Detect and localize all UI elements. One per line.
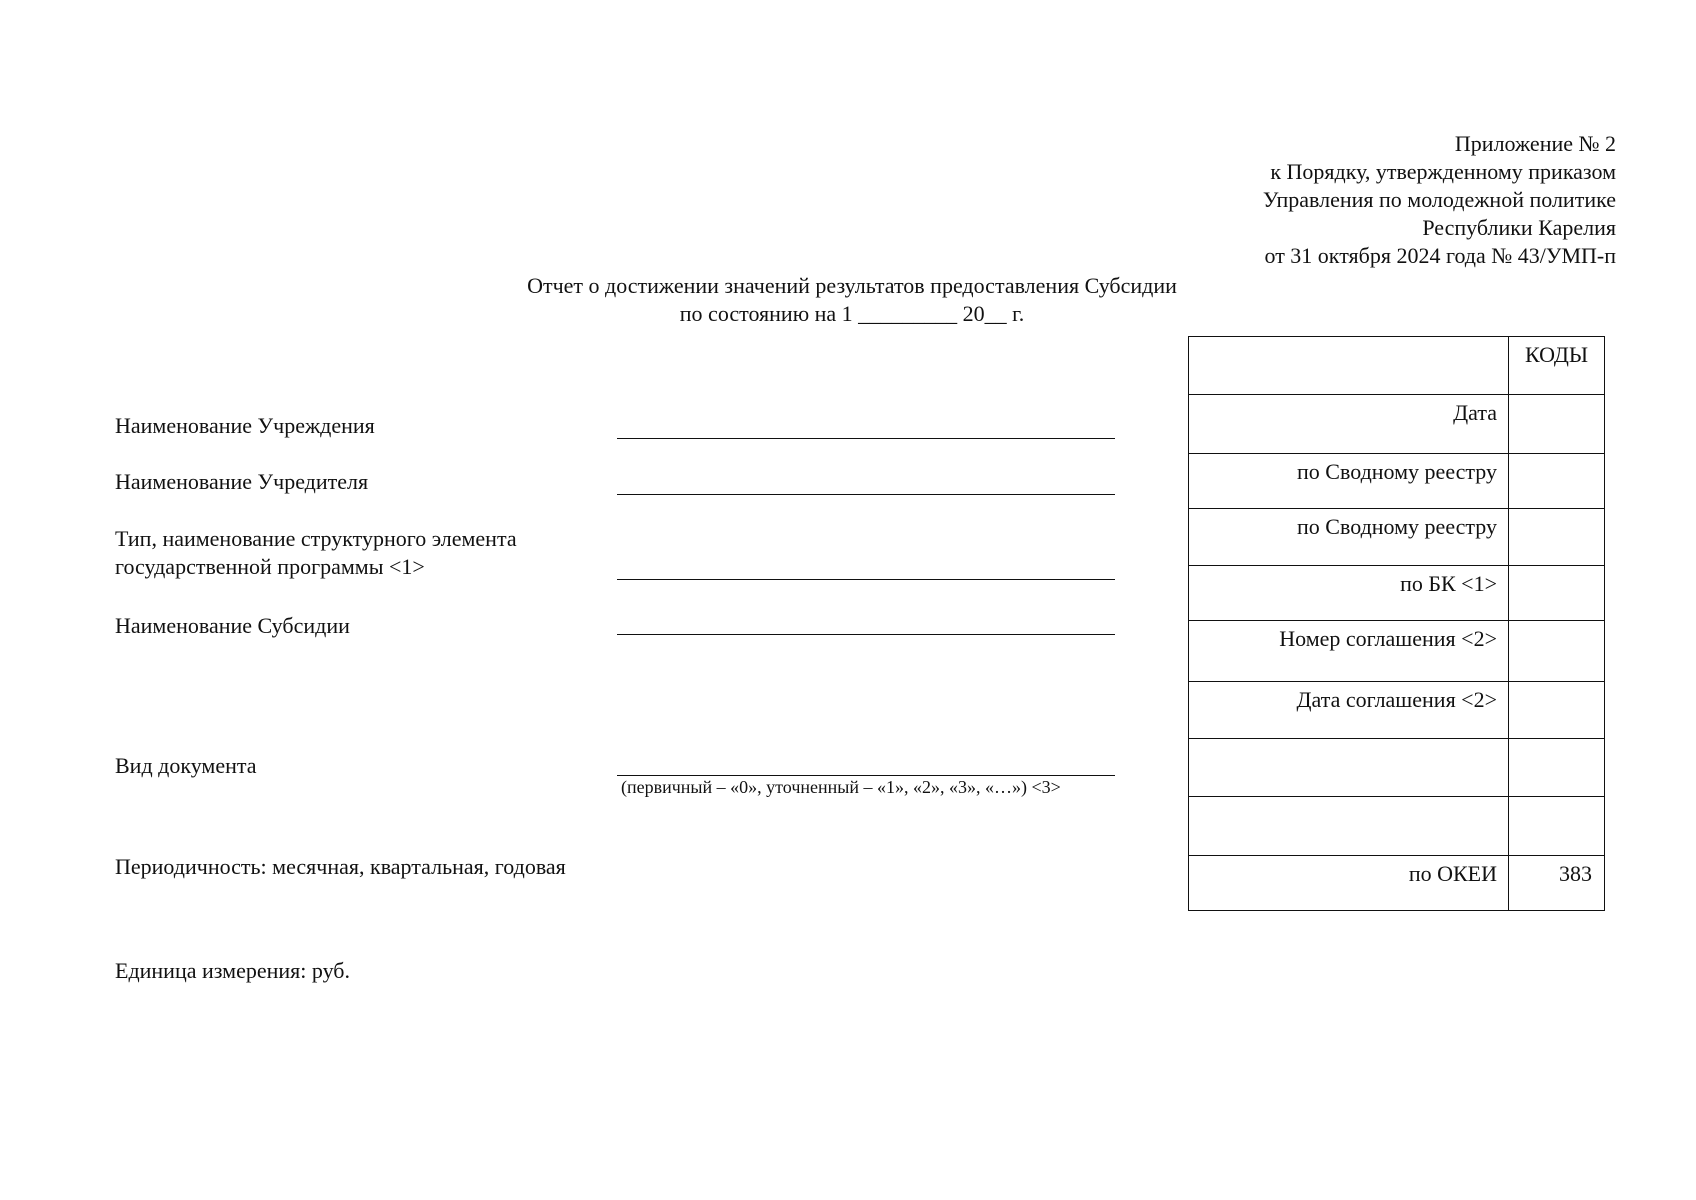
codes-row-label: по Сводному реестру	[1189, 454, 1509, 509]
codes-row-label: по БК <1>	[1189, 566, 1509, 621]
codes-header-row	[1189, 337, 1605, 395]
codes-header: КОДЫ	[1509, 337, 1605, 395]
codes-row-empty-2	[1189, 797, 1605, 856]
codes-row-empty-1	[1189, 739, 1605, 797]
periodicity-label: Периодичность: месячная, квартальная, годовая	[115, 854, 566, 879]
codes-row-registry-1	[1189, 454, 1605, 509]
codes-row-label: Дата	[1189, 395, 1509, 454]
codes-row-label: по ОКЕИ	[1189, 856, 1509, 911]
codes-row-label: Номер соглашения <2>	[1189, 621, 1509, 682]
codes-row-value[interactable]	[1509, 621, 1605, 682]
codes-row-value[interactable]	[1509, 566, 1605, 621]
institution-label: Наименование Учреждения	[115, 413, 375, 438]
report-subtitle: по состоянию на 1 _________ 20__ г.	[679, 301, 1025, 326]
codes-table	[1188, 336, 1605, 911]
appendix-line-3: Управления по молодежной политике	[1262, 187, 1616, 212]
codes-row-value[interactable]	[1509, 739, 1605, 797]
codes-row-label: по Сводному реестру	[1189, 509, 1509, 566]
codes-row-registry-2	[1189, 509, 1605, 566]
codes-row-bk	[1189, 566, 1605, 621]
doc-type-hint: (первичный – «0», уточненный – «1», «2», «3», «…») <3>	[621, 777, 1061, 797]
codes-row-value[interactable]	[1509, 395, 1605, 454]
codes-row-agreement-date	[1189, 682, 1605, 739]
appendix-line-1: Приложение № 2	[1454, 131, 1616, 156]
codes-row-label	[1189, 797, 1509, 856]
codes-row-value[interactable]	[1509, 797, 1605, 856]
codes-row-value[interactable]	[1509, 682, 1605, 739]
codes-row-agreement-number	[1189, 621, 1605, 682]
codes-row-value[interactable]: 383	[1509, 856, 1605, 911]
institution-fill-line[interactable]	[617, 438, 1115, 439]
founder-label: Наименование Учредителя	[115, 469, 369, 494]
codes-header-empty-cell	[1189, 337, 1509, 395]
codes-row-value[interactable]	[1509, 509, 1605, 566]
program-fill-line[interactable]	[617, 579, 1115, 580]
codes-row-value[interactable]	[1509, 454, 1605, 509]
report-title: Отчет о достижении значений результатов предоставления Субсидии	[527, 273, 1177, 298]
program-label-line-1: Тип, наименование структурного элемента	[115, 526, 517, 551]
doc-type-label: Вид документа	[115, 753, 257, 778]
codes-row-label: Дата соглашения <2>	[1189, 682, 1509, 739]
program-label-line-2: государственной программы <1>	[115, 554, 425, 579]
codes-row-label	[1189, 739, 1509, 797]
founder-fill-line[interactable]	[617, 494, 1115, 495]
report-title-block	[392, 272, 1312, 328]
appendix-block	[1263, 130, 1616, 270]
appendix-line-2: к Порядку, утвержденному приказом	[1270, 159, 1616, 184]
subsidy-fill-line[interactable]	[617, 634, 1115, 635]
appendix-line-5: от 31 октября 2024 года № 43/УМП-п	[1264, 243, 1616, 268]
unit-label: Единица измерения: руб.	[115, 958, 350, 983]
appendix-line-4: Республики Карелия	[1422, 215, 1616, 240]
codes-row-date	[1189, 395, 1605, 454]
subsidy-label: Наименование Субсидии	[115, 613, 350, 638]
codes-row-okei	[1189, 856, 1605, 911]
